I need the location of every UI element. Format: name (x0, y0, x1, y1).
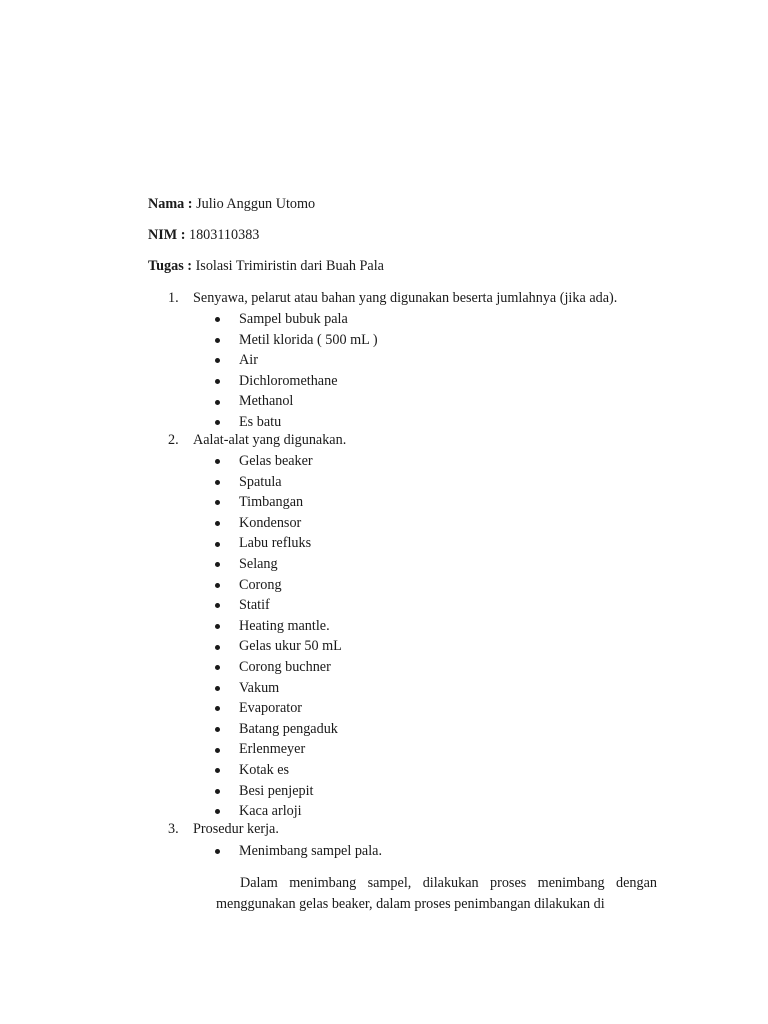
tugas-value: Isolasi Trimiristin dari Buah Pala (192, 258, 384, 274)
section-title: Aalat-alat yang digunakan. (193, 432, 347, 448)
bullet-icon (215, 542, 220, 547)
nama-label: Nama : (148, 196, 193, 212)
bullet-icon (215, 665, 220, 670)
bullet-icon (215, 459, 220, 464)
section-title: Prosedur kerja. (193, 821, 279, 837)
list-item: Heating mantle. (214, 616, 342, 637)
nama-value: Julio Anggun Utomo (192, 196, 316, 212)
section-title: Senyawa, pelarut atau bahan yang digunakan beserta jumlahnya (jika ada). (193, 290, 618, 306)
list-item: Corong buchner (214, 657, 342, 678)
section-2-heading (168, 432, 346, 449)
bullet-icon (215, 521, 220, 526)
bullet-icon (215, 400, 220, 405)
list-item: Labu refluks (214, 533, 342, 554)
section-1-heading (168, 290, 617, 307)
tugas-label: Tugas : (148, 258, 193, 274)
bullet-icon (215, 562, 220, 567)
section-number: 1. (168, 290, 179, 306)
nim-line (148, 227, 259, 244)
list-item: Air (214, 350, 378, 371)
list-item: Vakum (214, 678, 342, 699)
bullet-icon (215, 603, 220, 608)
list-item: Sampel bubuk pala (214, 309, 378, 330)
list-item: Batang pengaduk (214, 719, 342, 740)
list-item: Timbangan (214, 492, 342, 513)
list-item: Kondensor (214, 513, 342, 534)
bullet-icon (215, 338, 220, 343)
section-number: 3. (168, 821, 179, 837)
bullet-icon (215, 358, 220, 363)
bullet-icon (215, 480, 220, 485)
bullet-icon (215, 849, 220, 854)
list-item: Corong (214, 575, 342, 596)
bullet-icon (215, 583, 220, 588)
bullet-icon (215, 420, 220, 425)
bullet-icon (215, 645, 220, 650)
bullet-icon (215, 727, 220, 732)
list-item: Gelas ukur 50 mL (214, 636, 342, 657)
nim-value: 1803110383 (185, 227, 260, 243)
bullet-icon (215, 809, 220, 814)
list-item: Gelas beaker (214, 451, 342, 472)
section-3-heading (168, 821, 279, 838)
list-item: Es batu (214, 412, 378, 433)
bullet-icon (215, 748, 220, 753)
bullet-icon (215, 624, 220, 629)
list-item: Metil klorida ( 500 mL ) (214, 330, 378, 351)
list-item: Menimbang sampel pala. (214, 841, 382, 862)
section-3-list (214, 841, 382, 862)
section-number: 2. (168, 432, 179, 448)
list-item: Statif (214, 595, 342, 616)
tugas-line (148, 258, 384, 275)
procedure-paragraph (216, 873, 657, 915)
bullet-icon (215, 789, 220, 794)
bullet-icon (215, 500, 220, 505)
list-item: Besi penjepit (214, 781, 342, 802)
nama-line (148, 196, 315, 213)
section-2-list (214, 451, 342, 822)
bullet-icon (215, 768, 220, 773)
list-item: Evaporator (214, 698, 342, 719)
section-1-list (214, 309, 378, 433)
paragraph-text: Dalam menimbang sampel, dilakukan proses menimbang dengan menggunakan gelas beaker, dalam proses penimbangan dilakukan di (216, 875, 657, 912)
bullet-icon (215, 317, 220, 322)
bullet-icon (215, 379, 220, 384)
list-item: Spatula (214, 472, 342, 493)
list-item: Selang (214, 554, 342, 575)
nim-label: NIM : (148, 227, 186, 243)
bullet-icon (215, 706, 220, 711)
list-item: Erlenmeyer (214, 739, 342, 760)
list-item: Kaca arloji (214, 801, 342, 822)
bullet-icon (215, 686, 220, 691)
list-item: Methanol (214, 391, 378, 412)
list-item: Dichloromethane (214, 371, 378, 392)
list-item: Kotak es (214, 760, 342, 781)
